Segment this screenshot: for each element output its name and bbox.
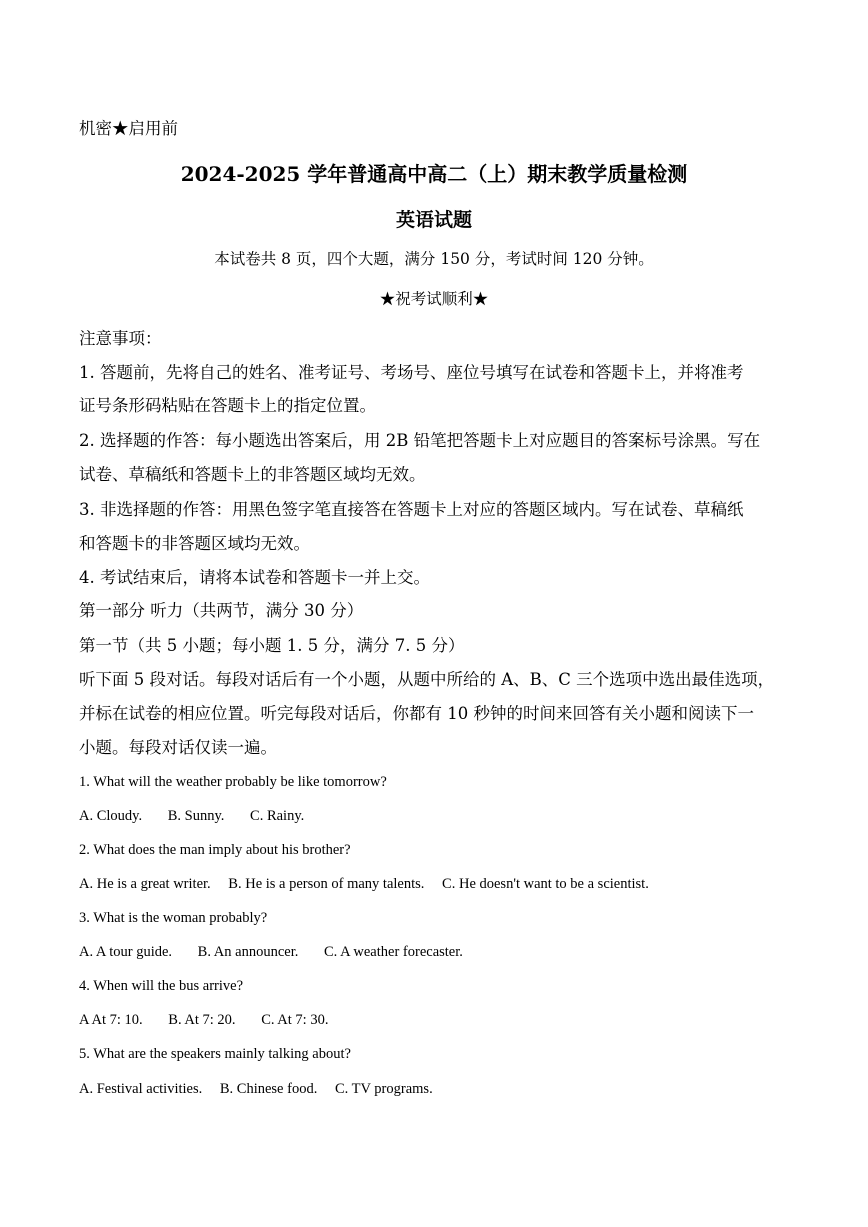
question-4-options — [79, 1011, 328, 1029]
exam-info: 本试卷共 8 页，四个大题，满分 150 分，考试时间 120 分钟。 — [214, 250, 654, 268]
question-2-options — [79, 875, 649, 893]
question-5-option-b: B. Chinese food. — [219, 1081, 318, 1097]
note-1-line-2: 证号条形码粘贴在答题卡上的指定位置。 — [79, 396, 376, 415]
question-3-stem: 3. What is the woman probably? — [79, 910, 268, 926]
instructions-line-1: 听下面 5 段对话。每段对话后有一个小题，从题中所给的 A、B、C 三个选项中选出最佳选项， — [79, 670, 775, 689]
question-5-options — [79, 1080, 433, 1098]
confidential-label: 机密★启用前 — [79, 119, 178, 138]
section1-heading: 第一节（共 5 小题；每小题 1. 5 分，满分 7. 5 分） — [79, 636, 465, 655]
note-2-line-2: 试卷、草稿纸和答题卡上的非答题区域均无效。 — [79, 465, 426, 484]
question-4-option-b: B. At 7: 20. — [168, 1012, 236, 1028]
question-4-option-a: A At 7: 10. — [79, 1012, 143, 1028]
notes-heading: 注意事项： — [79, 329, 162, 348]
instructions-line-3: 小题。每段对话仅读一遍。 — [79, 738, 277, 757]
question-3-option-a: A. A tour guide. — [79, 944, 173, 960]
note-2-line-1: 2. 选择题的作答：每小题选出答案后，用 2B 铅笔把答题卡上对应题目的答案标号涂黑。写在 — [79, 431, 761, 450]
exam-title: 2024-2025 学年普通高中高二（上）期末教学质量检测 — [180, 162, 688, 186]
question-1-option-b: B. Sunny. — [167, 808, 225, 824]
exam-wish: ★祝考试顺利★ — [379, 290, 489, 308]
question-2-option-b: B. He is a person of many talents. — [228, 876, 425, 892]
question-3-options — [79, 943, 463, 961]
question-1-option-c: C. Rainy. — [250, 808, 305, 824]
question-4-stem: 4. When will the bus arrive? — [79, 978, 244, 994]
question-5-stem: 5. What are the speakers mainly talking about? — [79, 1046, 351, 1062]
note-4-line-1: 4. 考试结束后，请将本试卷和答题卡一并上交。 — [79, 568, 430, 587]
question-1-stem: 1. What will the weather probably be like tomorrow? — [79, 774, 387, 790]
instructions-line-2: 并标在试卷的相应位置。听完每段对话后，你都有 10 秒钟的时间来回答有关小题和阅读下一 — [79, 704, 754, 723]
question-2-option-c: C. He doesn't want to be a scientist. — [442, 876, 649, 892]
question-5-option-c: C. TV programs. — [334, 1081, 433, 1097]
question-3-option-c: C. A weather forecaster. — [323, 944, 463, 960]
question-2-option-a: A. He is a great writer. — [79, 876, 211, 892]
exam-subject: 英语试题 — [395, 209, 472, 231]
question-2-stem: 2. What does the man imply about his brother? — [79, 842, 351, 858]
question-1-option-a: A. Cloudy. — [79, 808, 143, 824]
note-1-line-1: 1. 答题前，先将自己的姓名、准考证号、考场号、座位号填写在试卷和答题卡上，并将准考 — [79, 363, 744, 382]
note-3-line-1: 3. 非选择题的作答：用黑色签字笔直接答在答题卡上对应的答题区域内。写在试卷、草稿纸 — [79, 500, 744, 519]
question-4-option-c: C. At 7: 30. — [261, 1012, 329, 1028]
question-1-options — [79, 807, 304, 825]
note-3-line-2: 和答题卡的非答题区域均无效。 — [79, 534, 310, 553]
question-5-option-a: A. Festival activities. — [79, 1081, 203, 1097]
question-3-option-b: B. An announcer. — [197, 944, 299, 960]
part1-heading: 第一部分 听力（共两节，满分 30 分） — [79, 601, 364, 620]
